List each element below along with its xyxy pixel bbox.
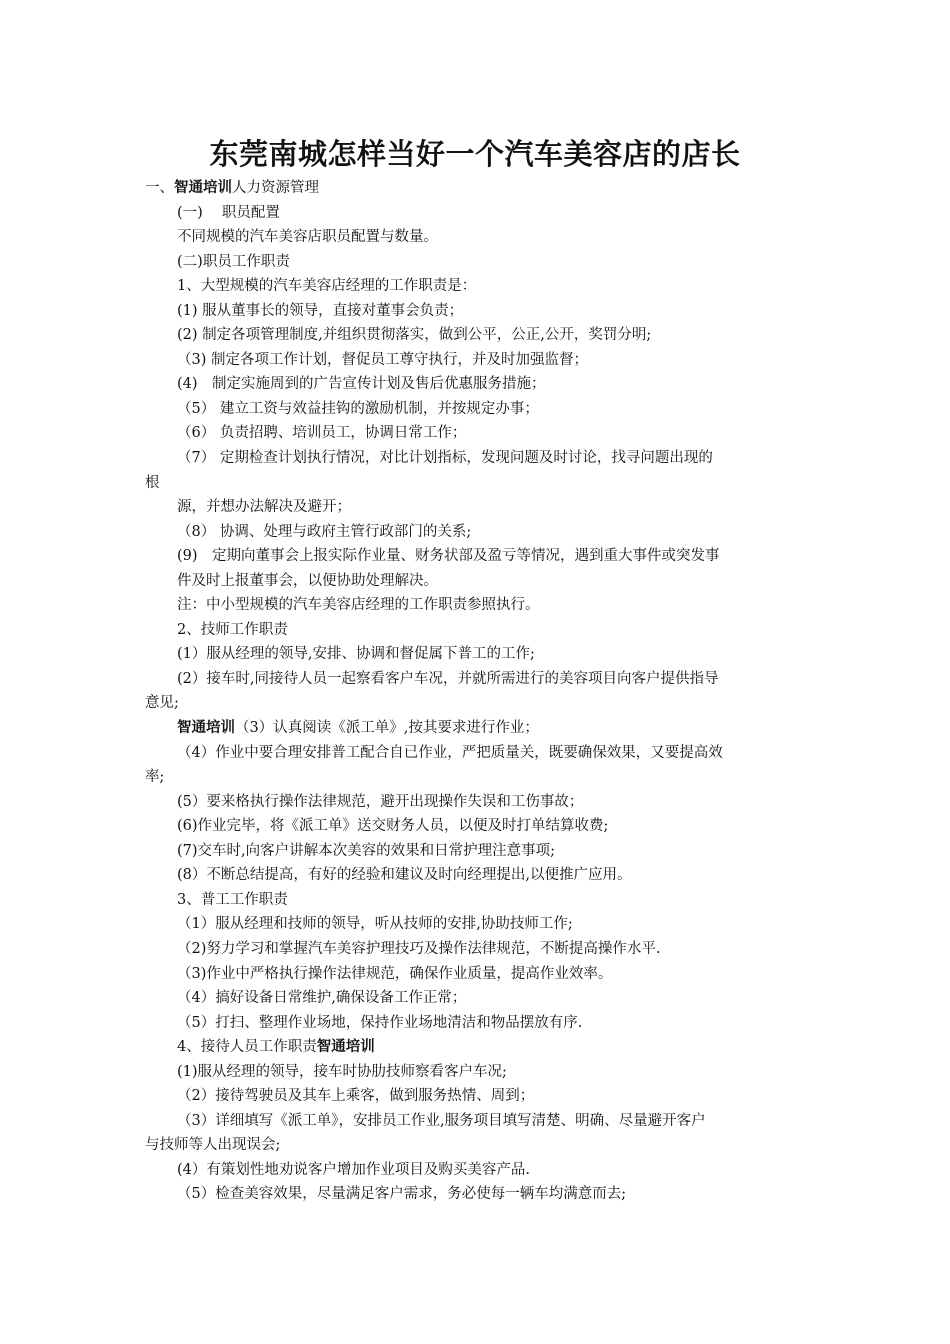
text-line	[145, 274, 810, 299]
text-run: （3)作业中严格执行操作法律规范，确保作业质量，提高作业效率。	[177, 965, 613, 982]
document-body	[145, 176, 810, 1207]
text-run: （5） 建立工资与效益挂钩的激励机制，并按规定办事；	[177, 400, 539, 417]
text-run: (9) 定期向董事会上报实际作业量、财务状部及盈亏等情况，遇到重大事件或突发事	[177, 548, 720, 565]
text-line	[145, 176, 810, 201]
text-line	[145, 642, 810, 667]
text-run: (6)作业完毕，将《派工单》送交财务人员，以便及时打单结算收费;	[177, 818, 609, 835]
text-run: （4）作业中要合理安排普工配合自已作业，严把质量关，既要确保效果，又要提高效	[177, 744, 723, 761]
text-line	[145, 520, 810, 545]
text-run: (4) 制定实施周到的广告宣传计划及售后优惠服务措施；	[177, 376, 546, 393]
text-line	[145, 299, 810, 324]
text-run: (2）接车时,同接待人员一起察看客户车况，并就所需进行的美容项目向客户提供指导	[177, 670, 719, 687]
text-run: （3）认真阅读《派工单》,按其要求进行作业；	[235, 720, 539, 737]
text-run: (二)职员工作职责	[177, 253, 290, 270]
text-run: 源，并想办法解决及避开；	[177, 499, 351, 516]
text-run: （4）搞好设备日常维护,确保设备工作正常；	[177, 990, 467, 1007]
text-run: （3）详细填写《派工单》，安排员工作业,服务项目填写清楚、明确、尽量避开客户	[177, 1112, 706, 1129]
text-line	[145, 446, 810, 471]
text-run: （2）接待驾驶员及其车上乘客，做到服务热情、周到；	[177, 1088, 535, 1105]
text-run: （7） 定期检查计划执行情况，对比计划指标，发现问题及时讨论，找寻问题出现的	[177, 450, 713, 467]
text-line	[145, 225, 810, 250]
text-run: 一、	[145, 180, 174, 196]
text-run: （6） 负责招聘、培训员工，协调日常工作；	[177, 425, 467, 442]
text-line	[145, 471, 810, 496]
text-line	[145, 790, 810, 815]
text-run: 2、技师工作职责	[177, 621, 288, 638]
text-run: （1）服从经理和技师的领导，听从技师的安排,协助技师工作;	[177, 916, 573, 933]
text-run: 件及时上报董事会，以便协助处理解决。	[177, 572, 438, 589]
text-line	[145, 1182, 810, 1207]
text-line	[145, 962, 810, 987]
text-run: （5）检查美容效果，尽量满足客户需求，务必使每一辆车均满意而去;	[177, 1186, 627, 1203]
text-run: (7)交车时,向客户讲解本次美容的效果和日常护理注意事项;	[177, 842, 556, 859]
text-line	[145, 1133, 810, 1158]
text-run: 率;	[145, 769, 165, 786]
text-line	[145, 593, 810, 618]
text-line	[145, 618, 810, 643]
text-line	[145, 348, 810, 373]
text-run: 4、接待人员工作职责	[177, 1039, 317, 1056]
text-line	[145, 814, 810, 839]
text-run: （5）打扫、整理作业场地，保持作业场地清洁和物品摆放有序.	[177, 1014, 583, 1031]
text-line	[145, 201, 810, 226]
text-run: （3) 制定各项工作计划，督促员工尊守执行，并及时加强监督；	[177, 351, 588, 368]
text-run: （8） 协调、处理与政府主管行政部门的关系;	[177, 523, 472, 540]
text-line	[145, 741, 810, 766]
text-run: (8）不断总结提高，有好的经验和建议及时向经理提出,以便推广应用。	[177, 867, 632, 884]
text-line	[145, 912, 810, 937]
text-run: (2) 制定各项管理制度,并组织贯彻落实，做到公平，公正,公开，奖罚分明;	[177, 327, 652, 344]
bold-text-run: 智通培训	[316, 1039, 375, 1056]
text-run: 注：中小型规模的汽车美容店经理的工作职责参照执行。	[177, 597, 540, 614]
text-run: (1) 服从董事长的领导，直接对董事会负责；	[177, 302, 464, 319]
text-line	[145, 667, 810, 692]
text-line	[145, 323, 810, 348]
text-line	[145, 421, 810, 446]
text-line	[145, 1109, 810, 1134]
text-line	[145, 1011, 810, 1036]
text-run: 与技师等人出现误会;	[145, 1137, 281, 1154]
text-line	[145, 372, 810, 397]
text-line	[145, 544, 810, 569]
document-title: 东莞南城怎样当好一个汽车美容店的店长	[209, 137, 741, 171]
text-run: (1）服从经理的领导,安排、协调和督促属下普工的工作;	[177, 646, 535, 663]
text-line	[145, 1084, 810, 1109]
text-line	[145, 397, 810, 422]
text-run: 3、普工工作职责	[177, 891, 288, 908]
text-line	[145, 1158, 810, 1183]
text-line	[145, 716, 810, 741]
text-run: 人力资源管理	[232, 180, 319, 196]
bold-text-run: 智通培训	[174, 180, 232, 196]
text-line	[145, 569, 810, 594]
text-line	[145, 691, 810, 716]
text-line	[145, 765, 810, 790]
text-line	[145, 1060, 810, 1085]
text-run: (一) 职员配置	[177, 204, 280, 221]
text-line	[145, 863, 810, 888]
text-line	[145, 495, 810, 520]
text-line	[145, 986, 810, 1011]
text-run: （2)努力学习和掌握汽车美容护理技巧及操作法律规范，不断提高操作水平.	[177, 940, 661, 957]
text-line	[145, 888, 810, 913]
bold-text-run: 智通培训	[177, 720, 235, 737]
text-line	[145, 937, 810, 962]
text-run: 意见;	[145, 695, 179, 712]
text-run: 根	[145, 474, 160, 491]
text-run: 1、大型规模的汽车美容店经理的工作职责是：	[177, 278, 477, 295]
text-run: (1)服从经理的领导，接车时协肋技师察看客户车况;	[177, 1063, 507, 1080]
text-line	[145, 839, 810, 864]
text-run: (4）有策划性地劝说客户增加作业项目及购买美容产品.	[177, 1161, 530, 1178]
text-line	[145, 1035, 810, 1060]
text-run: 不同规模的汽车美容店职员配置与数量。	[177, 229, 438, 246]
text-line	[145, 250, 810, 275]
text-run: (5）要来格执行操作法律规范，避开出现操作失误和工伤事故；	[177, 793, 584, 810]
